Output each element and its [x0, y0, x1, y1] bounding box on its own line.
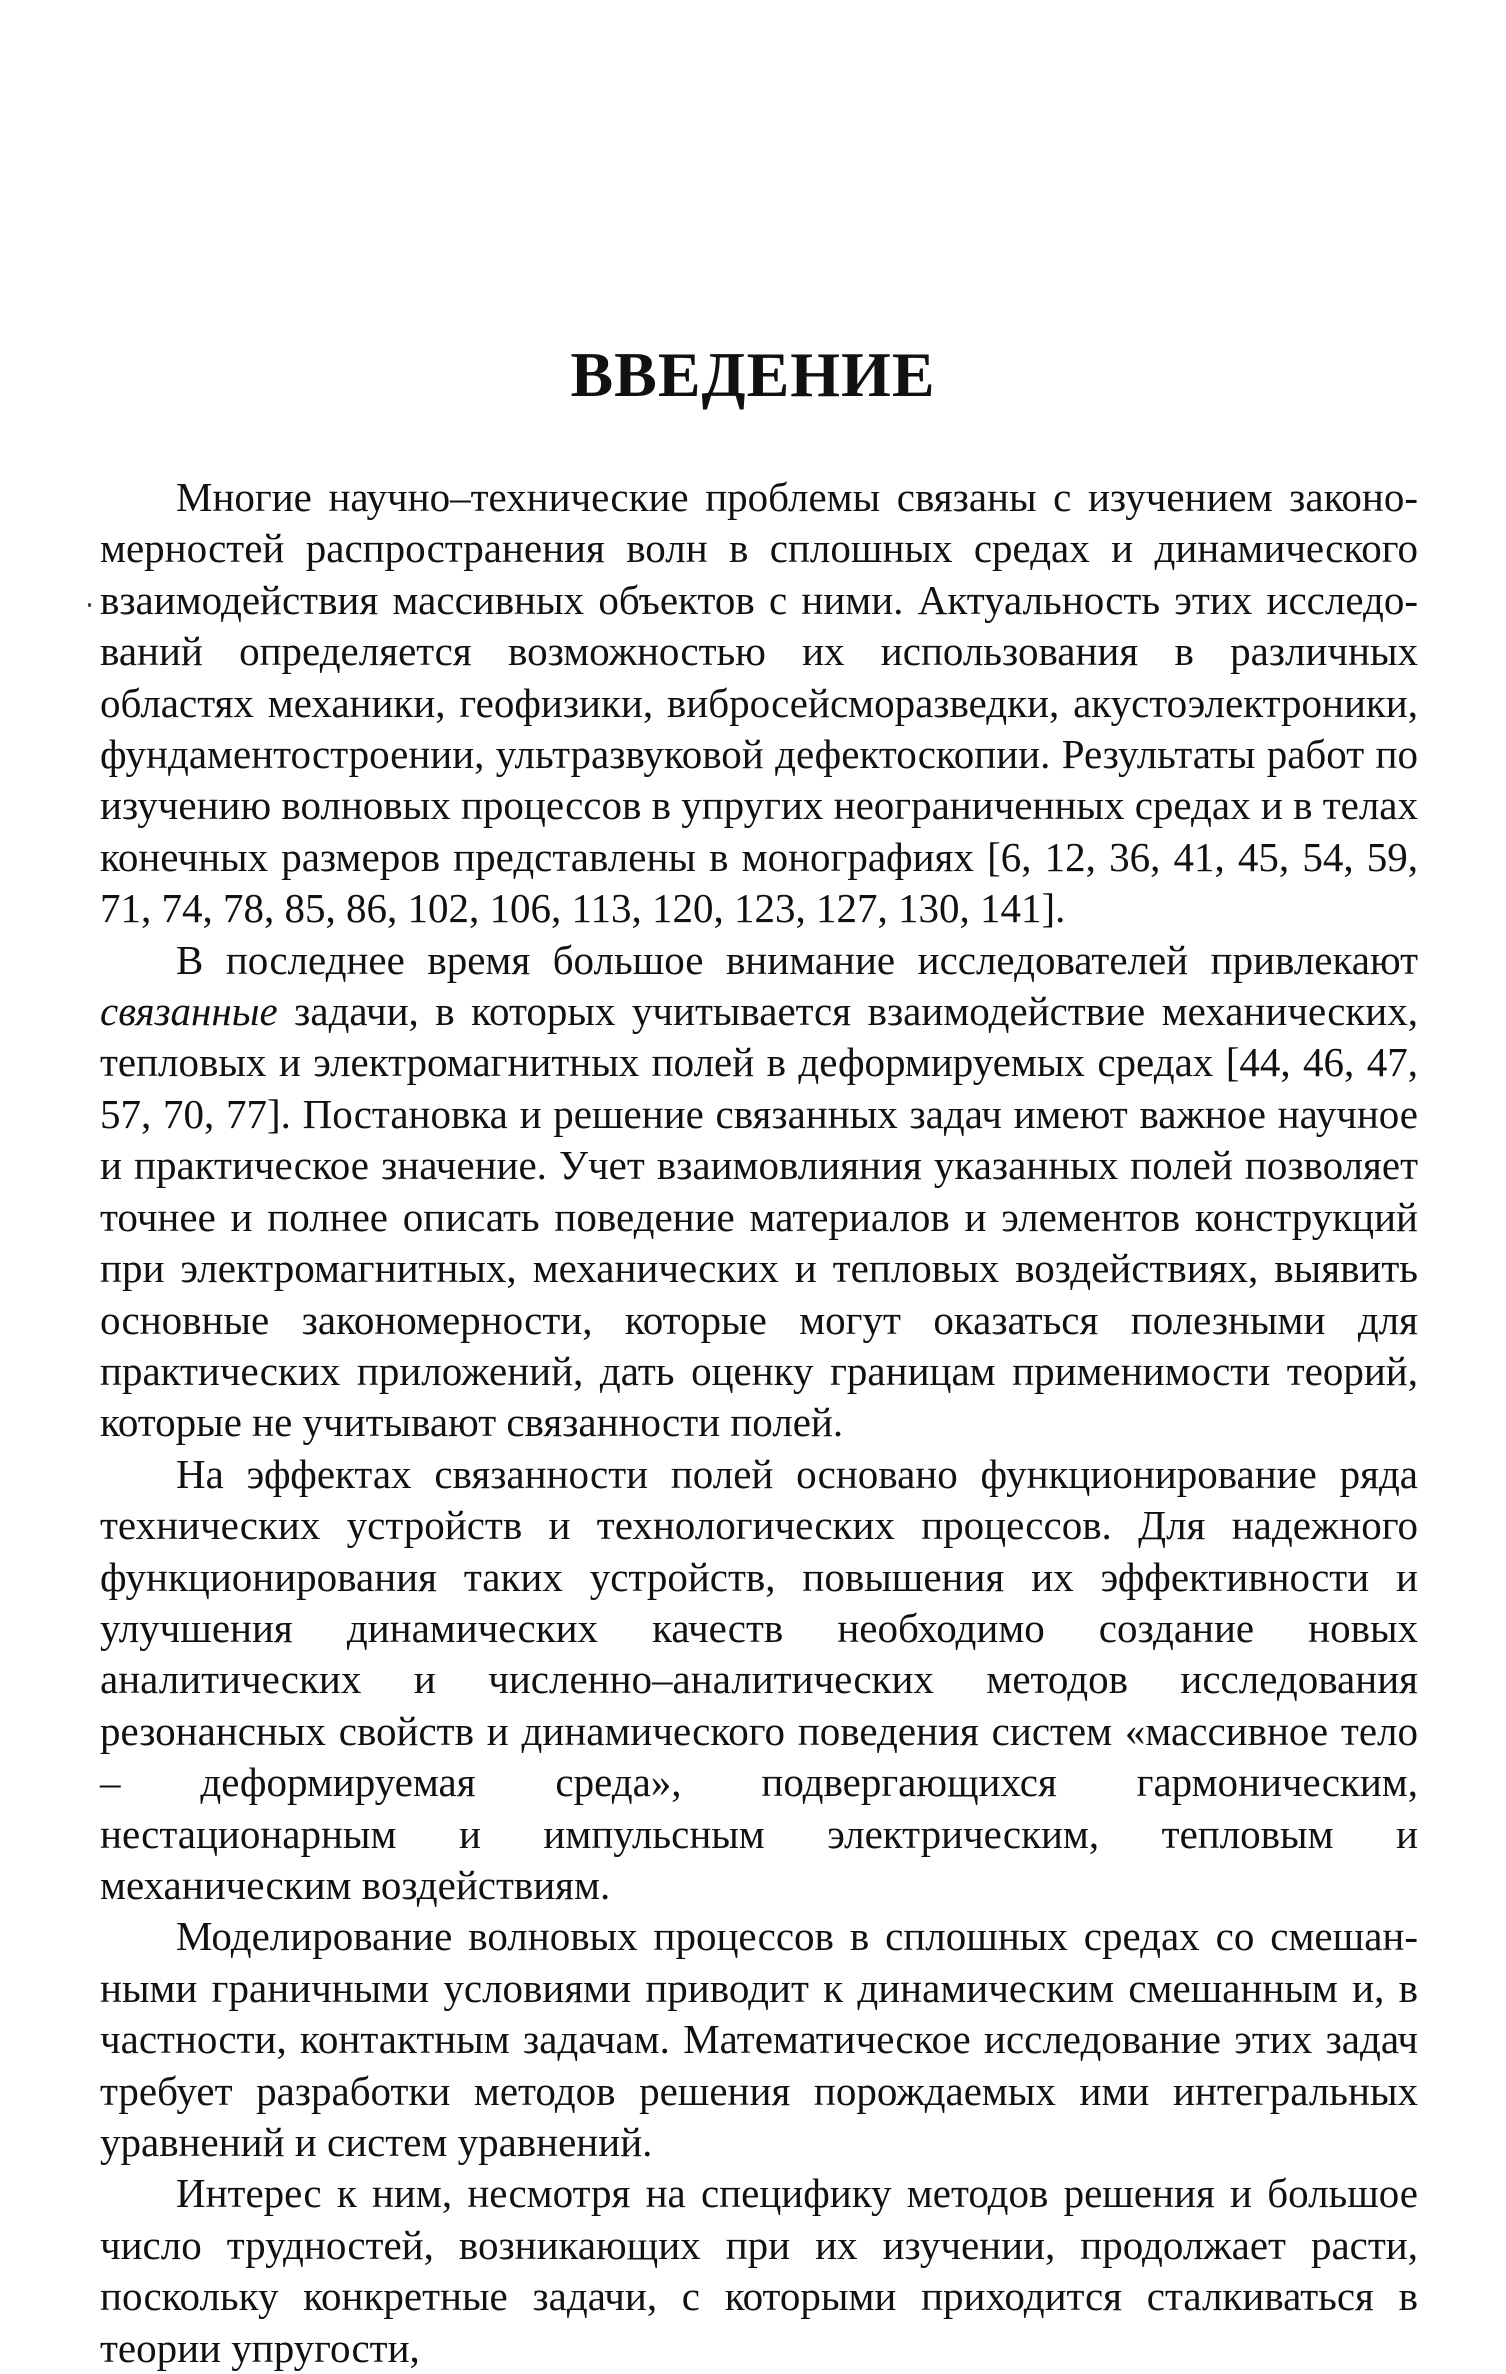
body-text	[100, 472, 1418, 2374]
paragraph-2-lead: В последнее время большое внимание исследователей привлекают	[176, 936, 1418, 983]
chapter-title: ВВЕДЕНИЕ	[570, 339, 936, 410]
paragraph-1: Многие научно–технические проблемы связаны с изучением закономерностей распространения волн в сплошных средах и динамического взаимодействия массивных объектов с ними. Актуальность этих исследований определяется возможностью их использования в различных областях механики, геофизики, вибросейсморазведки, акустоэлектроники, фундаментостроении, ультразвуковой дефектоскопии. Результаты работ по изучению волновых процессов в упругих неограниченных средах и в телах конечных размеров представлены в монографиях [6, 12, 36, 41, 45, 54, 59, 71, 74, 78, 85, 86, 102, 106, 113, 120, 123, 127, 130, 141].	[100, 474, 1418, 932]
paragraph-2-rest: задачи, в которых учитывается взаимодействие механических, тепловых и электромагнитных полей в деформируемых средах [44, 46, 47, 57, 70, 77]. Постановка и решение связанных задач имеют важное научное и практическое значение. Учет взаимовлияния указанных полей позволяет точнее и полнее описать поведение материалов и элементов конструкций при электромагнитных, механических и тепловых воздействиях, выявить основные закономерности, которые могут оказаться полезными для практических приложений, дать оценку границам применимости теорий, которые не учитывают связанности полей.	[100, 988, 1418, 1446]
emphasis-term: связанные	[100, 988, 278, 1035]
paragraph-5: Интерес к ним, несмотря на специфику методов решения и большое число трудностей, возникающих при их изучении, продолжает расти, поскольку конкретные задачи, с которыми приходится сталкиваться в теории упругости,	[100, 2170, 1418, 2371]
paragraph-3: На эффектах связанности полей основано функционирование ряда технических устройств и технологических процессов. Для надежного функционирования таких устройств, повышения их эффективности и улучшения динамических качеств необходимо создание новых аналитических и численно–аналитических методов исследования резонансных свойств и динамического поведения систем «массивное тело – деформируемая среда», подвергающихся гармоническим, нестационарным и импульсным электрическим, тепловым и механическим воздействиям.	[100, 1450, 1418, 1908]
scan-artifact-dot	[88, 603, 91, 607]
paragraph-2	[100, 935, 1418, 1449]
paragraph-4: Моделирование волновых процессов в сплошных средах со смешанными граничными условиями приводит к динамическим смешанным и, в частности, контактным задачам. Математическое исследование этих задач требует разработки методов решения порождаемых ими интегральных уравнений и систем уравнений.	[100, 1913, 1418, 2165]
